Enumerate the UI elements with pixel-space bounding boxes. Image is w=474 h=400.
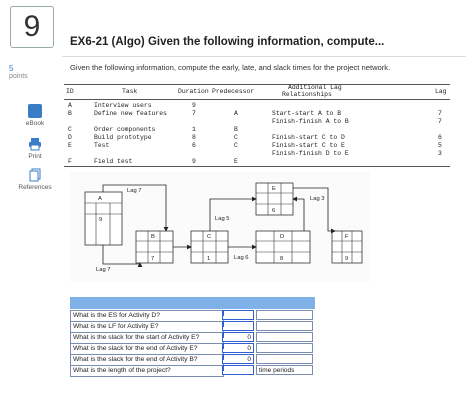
node-b-duration: 7 xyxy=(151,256,155,262)
table-cell-id: D xyxy=(68,134,72,141)
table-cell-rel: Finish-start C to E xyxy=(272,142,345,149)
references-label: References xyxy=(18,184,52,191)
table-cell-pred: A xyxy=(234,110,238,117)
references-icon xyxy=(28,168,42,182)
points-label: points xyxy=(9,73,28,80)
node-f-duration: 9 xyxy=(345,256,349,262)
answer-unit xyxy=(256,343,313,353)
answer-row xyxy=(70,321,315,332)
input-caret xyxy=(223,366,224,371)
table-cell-task: Order components xyxy=(94,126,156,133)
answer-question: What is the ES for Activity D? xyxy=(70,310,224,322)
table-cell-id: E xyxy=(68,142,72,149)
col-header-lag-rel-2: Relationships xyxy=(282,91,332,98)
answer-row xyxy=(70,332,315,343)
network-diagram xyxy=(70,172,370,282)
table-cell-lag: 3 xyxy=(438,150,442,157)
table-cell-pred: B xyxy=(234,126,238,133)
question-number: 9 xyxy=(10,6,54,48)
table-cell-duration: 9 xyxy=(192,158,196,165)
answer-table-header xyxy=(70,297,315,309)
points-value: 5 xyxy=(9,64,14,73)
table-cell-id: C xyxy=(68,126,72,133)
answer-unit xyxy=(256,332,313,342)
col-header-duration: Duration xyxy=(178,88,209,95)
edge-c-e xyxy=(210,199,256,231)
node-b-id: B xyxy=(151,234,155,240)
answer-input[interactable]: 0 xyxy=(222,343,254,353)
table-cell-duration: 9 xyxy=(192,102,196,109)
table-cell-task: Test xyxy=(94,142,110,149)
node-e-duration: 6 xyxy=(272,208,276,214)
answer-input[interactable]: 0 xyxy=(222,332,254,342)
col-header-lag: Lag xyxy=(435,88,447,95)
node-d-duration: 8 xyxy=(280,256,284,262)
answer-input[interactable] xyxy=(222,365,254,375)
node-c xyxy=(191,231,228,263)
table-cell-task: Field test xyxy=(94,158,133,165)
table-cell-task: Define new features xyxy=(94,110,167,117)
question-title: EX6-21 (Algo) Given the following information, compute... xyxy=(70,36,385,48)
answer-row xyxy=(70,354,315,365)
input-caret xyxy=(223,311,224,316)
table-cell-rel: Finish-finish A to B xyxy=(272,118,349,125)
node-c-id: C xyxy=(207,234,212,240)
node-c-duration: 1 xyxy=(207,256,211,262)
table-cell-task: Build prototype xyxy=(94,134,152,141)
print-label: Print xyxy=(28,153,42,160)
node-f xyxy=(332,231,362,263)
lag-label-cd: Lag 6 xyxy=(234,255,249,261)
table-cell-lag: 5 xyxy=(438,142,442,149)
answer-question: What is the slack for the end of Activity E? xyxy=(70,343,224,355)
input-caret xyxy=(223,355,224,360)
answer-row xyxy=(70,343,315,354)
answer-input[interactable]: 0 xyxy=(222,354,254,364)
table-cell-duration: 7 xyxy=(192,110,196,117)
table-cell-duration: 8 xyxy=(192,134,196,141)
answer-input[interactable] xyxy=(222,321,254,331)
input-caret xyxy=(223,344,224,349)
answer-row xyxy=(70,310,315,321)
table-bottom-rule xyxy=(64,166,450,167)
answer-unit xyxy=(256,354,313,364)
node-e xyxy=(256,183,293,215)
node-b xyxy=(136,231,173,263)
printer-icon xyxy=(28,137,42,151)
title-divider xyxy=(62,56,466,57)
col-header-task: Task xyxy=(122,88,138,95)
table-cell-task: Interview users xyxy=(94,102,152,109)
table-cell-duration: 6 xyxy=(192,142,196,149)
col-header-id: ID xyxy=(66,88,74,95)
table-cell-lag: 6 xyxy=(438,134,442,141)
answer-unit: time periods xyxy=(256,365,313,375)
lag-label-ce: Lag 5 xyxy=(215,216,230,222)
table-cell-lag: 7 xyxy=(438,110,442,117)
node-a xyxy=(85,192,122,245)
table-cell-pred: C xyxy=(234,142,238,149)
answer-unit xyxy=(256,310,313,320)
col-header-lag-rel-1: Additional Lag xyxy=(288,84,342,91)
table-cell-id: F xyxy=(68,158,72,165)
answer-input[interactable] xyxy=(222,310,254,320)
edge-a-b-finish xyxy=(103,245,140,264)
lag-label-de: Lag 3 xyxy=(310,196,325,202)
table-cell-rel: Start-start A to B xyxy=(272,110,342,117)
book-icon xyxy=(28,104,42,118)
node-a-duration: 9 xyxy=(99,217,103,223)
table-top-rule xyxy=(64,84,450,85)
table-cell-rel: Finish-start C to D xyxy=(272,134,345,141)
print-button[interactable] xyxy=(10,137,60,160)
col-header-predecessor: Predecessor xyxy=(212,88,255,95)
node-a-id: A xyxy=(98,196,102,202)
answer-question: What is the length of the project? xyxy=(70,365,224,377)
activity-table xyxy=(64,84,450,168)
references-button[interactable] xyxy=(10,168,60,191)
ebook-button[interactable] xyxy=(10,104,60,127)
table-cell-pred: C xyxy=(234,134,238,141)
answer-question: What is the LF for Activity E? xyxy=(70,321,224,333)
node-d xyxy=(256,231,310,263)
node-d-id: D xyxy=(280,234,285,240)
input-caret xyxy=(223,322,224,327)
table-cell-rel: Finish-finish D to E xyxy=(272,150,349,157)
table-cell-id: B xyxy=(68,110,72,117)
network-svg xyxy=(70,172,370,282)
node-f-id: F xyxy=(345,234,349,240)
edge-d-e xyxy=(293,199,304,231)
answer-unit xyxy=(256,321,313,331)
answer-row xyxy=(70,365,315,376)
table-cell-lag: 7 xyxy=(438,118,442,125)
input-caret xyxy=(223,333,224,338)
ebook-label: eBook xyxy=(25,120,45,127)
lag-label-ab-start: Lag 7 xyxy=(127,188,142,194)
node-e-id: E xyxy=(272,186,276,192)
instructions-text: Given the following information, compute the early, late, and slack times for the project network. xyxy=(70,63,391,72)
table-cell-duration: 1 xyxy=(192,126,196,133)
table-cell-id: A xyxy=(68,102,72,109)
table-header-rule xyxy=(64,99,450,100)
lag-label-ab-finish: Lag 7 xyxy=(96,267,111,273)
answer-question: What is the slack for the start of Activity E? xyxy=(70,332,224,344)
table-cell-pred: E xyxy=(234,158,238,165)
edge-e-f xyxy=(293,188,335,231)
answer-question: What is the slack for the end of Activity B? xyxy=(70,354,224,366)
